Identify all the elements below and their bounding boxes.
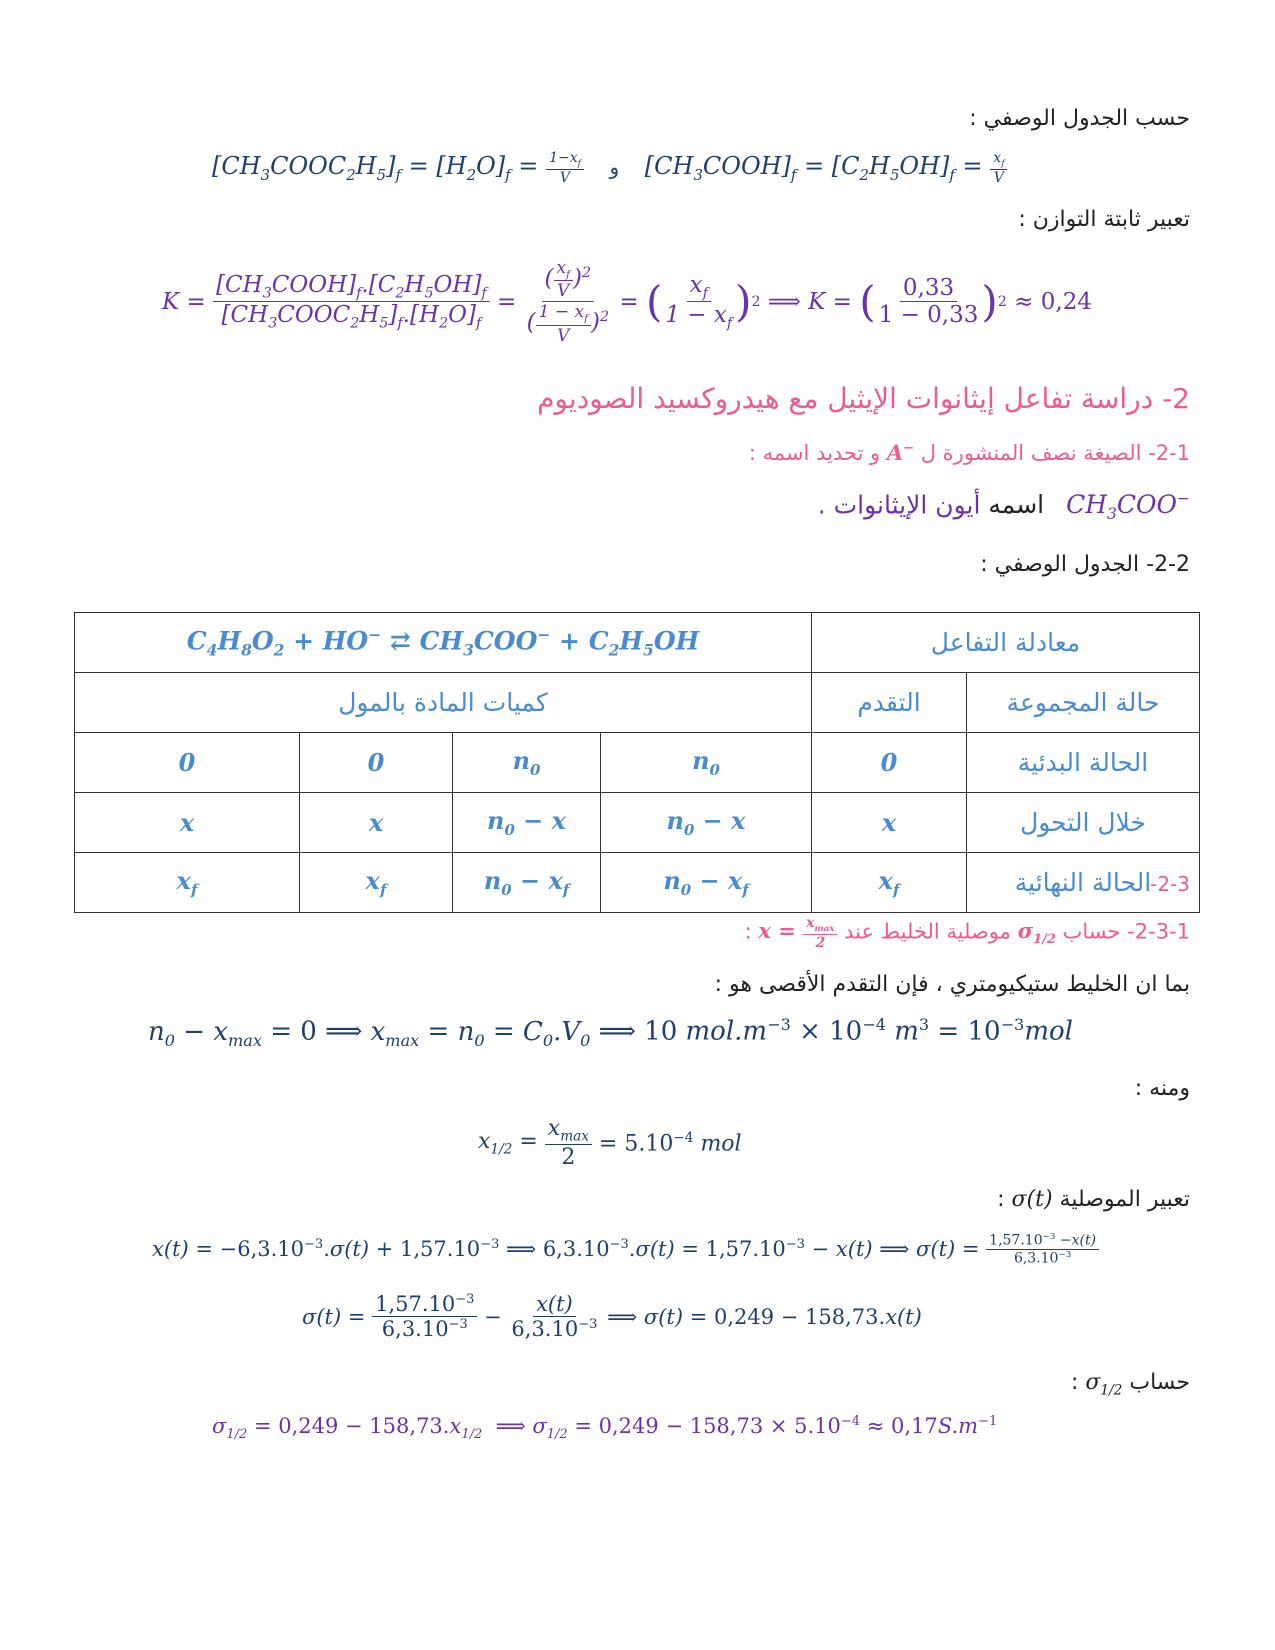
table-cell: $n_0$	[601, 733, 812, 793]
question-2-3: 2-3-	[1150, 872, 1190, 896]
question-2-3-1: 2-3-1- حساب $\sigma_{1/2}$ موصلية الخليط عند x = $\frac{x_{max}}{2}$ :	[744, 915, 1190, 951]
table-cell: $x_f$	[75, 853, 300, 913]
heading-desc-table: حسب الجدول الوصفي :	[969, 106, 1190, 131]
table-state-label: حالة المجموعة	[967, 673, 1200, 733]
heading-sigma-expression: تعبير الموصلية σ(t) :	[997, 1187, 1190, 1212]
table-cell: 0	[812, 733, 967, 793]
table-state: الحالة البدئية	[967, 733, 1200, 793]
hence-text: ومنه :	[1134, 1076, 1190, 1101]
equation-concentrations: $[CH_3COOC_2H_5]_f = [H_2O]_f$ = $\frac{1-x_f}{V}$ و $[CH_3COOH]_f = [C_2H_5OH]_f$ = $\frac{x_f}{V}$	[212, 150, 1007, 186]
equation-xhalf: $x_{1/2}$ = $\frac{x_{max}}{2}$ = $5.10^{-4}$ mol	[478, 1116, 742, 1171]
table-state: خلال التحول	[967, 793, 1200, 853]
question-2-1: 2-1- الصيغة نصف المنشورة ل A− و تحديد اسمه :	[748, 440, 1190, 465]
table-cell: $n_0 - x$	[601, 793, 812, 853]
table-cell: x	[812, 793, 967, 853]
table-cell: $n_0 - x_f$	[453, 853, 601, 913]
table-cell: $x_f$	[300, 853, 453, 913]
section-2-title: 2- دراسة تفاعل إيثانوات الإيثيل مع هيدروكسيد الصوديوم	[537, 382, 1190, 415]
table-quantities-label: كميات المادة بالمول	[75, 673, 812, 733]
table-equation-label: معادلة التفاعل	[812, 613, 1200, 673]
table-progress-label: التقدم	[812, 673, 967, 733]
descriptive-table	[74, 612, 1200, 913]
table-cell: 0	[300, 733, 453, 793]
equation-sigma-2: σ(t) = $\frac{1,57.10^{-3}}{6,3.10^{-3}}$ − $\frac{x(t)}{6,3.10^{-3}}$ ⟹ σ(t) = 0,249 − 158,73.x(t)	[302, 1292, 922, 1341]
answer-2-1: $CH_3COO^-$ اسمه أيون الإيثانوات .	[817, 490, 1190, 524]
table-equation: $C_4H_8O_2 + HO^-$ ⇄ $CH_3COO^- + C_2H_5OH$	[75, 613, 812, 673]
question-2-2: 2-2- الجدول الوصفي :	[980, 552, 1190, 577]
table-cell: $n_0 - x$	[453, 793, 601, 853]
equation-equilibrium-constant: K = $\frac{[CH_3COOH]_f.[C_2H_5OH]_f}{[CH_3COOC_2H_5]_f.[H_2O]_f}$ = ( $\frac{x_f}{V}$ )$^2$ ( $\frac{1 - x_f}{V}$ )$^2$ = ( $\frac{x_f}{1 - x_f}$ ) 2 ⟹ K = ( $\frac{0,33}{1 - 0,33}$ ) 2 ≈ 0,24	[162, 258, 1092, 346]
table-cell: x	[75, 793, 300, 853]
equation-xmax: $n_0 - x_{max} = 0$ ⟹ $x_{max} = n_0 = C_0.V_0$ ⟹ 10 $mol.m^{-3} \times 10^{-4}$ $m^3 = 10^{-3}mol$	[148, 1015, 1073, 1050]
stoichiometric-text: بما ان الخليط ستيكيومتري ، فإن التقدم الأقصى هو :	[714, 972, 1190, 997]
heading-equilibrium: تعبير ثابتة التوازن :	[1018, 207, 1190, 232]
table-cell: 0	[75, 733, 300, 793]
equation-sigma-1: $x(t) = -6,3.10^{-3}.\sigma(t) + 1,57.10^{-3}$ ⟹ $6,3.10^{-3}.\sigma(t) = 1,57.10^{-3} - x(t)$ ⟹ σ(t) = $\frac{1,57.10^{-3} -x(t)}{6,3.10^{-3}}$	[152, 1232, 1099, 1266]
table-cell: x	[300, 793, 453, 853]
heading-sigma-half: حساب $\sigma_{1/2}$ :	[1070, 1370, 1190, 1399]
equation-sigma-half: $\sigma_{1/2} = 0,249 - 158,73.x_{1/2}$ ⟹ $\sigma_{1/2} = 0,249 - 158,73 \times 5.10^{-4} \approx 0,17S.m^{-1}$	[212, 1414, 998, 1443]
table-cell: $x_f$	[812, 853, 967, 913]
table-state: الحالة النهائية	[967, 853, 1200, 913]
table-cell: $n_0$	[453, 733, 601, 793]
table-cell: $n_0 - x_f$	[601, 853, 812, 913]
